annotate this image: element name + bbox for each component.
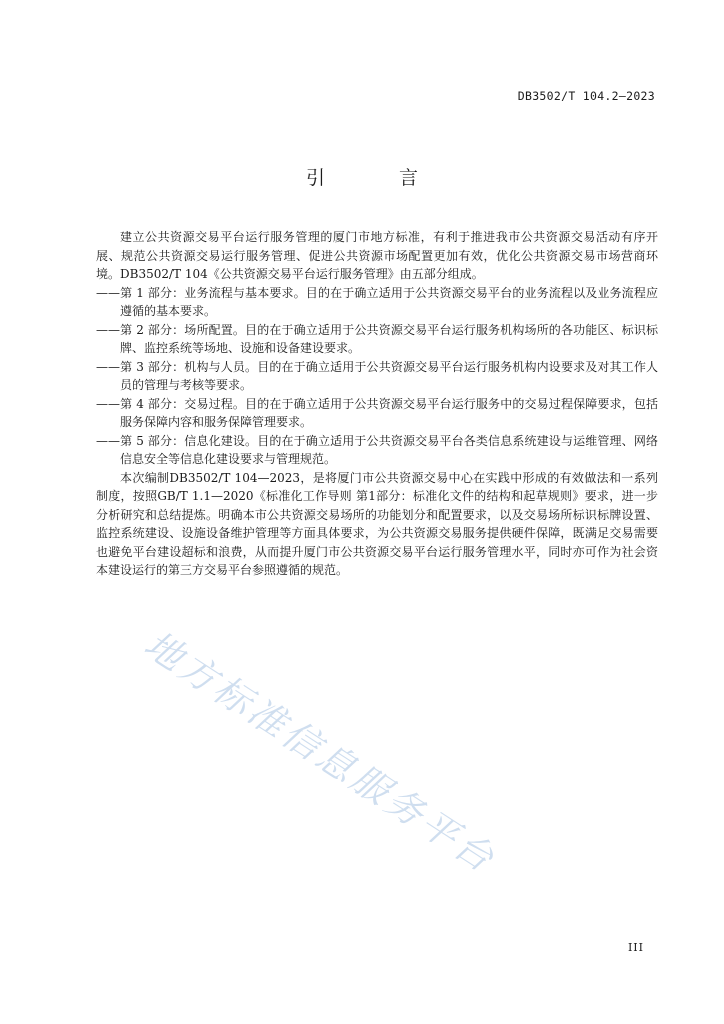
part-3-item: ——第 3 部分：机构与人员。目的在于确立适用于公共资源交易平台运行服务机构内设要求及对其工作人员的管理与考核等要求。 — [96, 359, 658, 392]
intro-paragraph: 建立公共资源交易平台运行服务管理的厦门市地方标准，有利于推进我市公共资源交易活动有序开展、规范公共资源交易运行服务管理、促进公共资源市场配置更加有效，优化公共资源交易市场营商环境。DB3502/T 104《公共资源交易平台运行服务管理》由五部分组成。 — [96, 230, 658, 281]
part-1-item: ——第 1 部分：业务流程与基本要求。目的在于确立适用于公共资源交易平台的业务流程以及业务流程应遵循的基本要求。 — [96, 285, 658, 318]
part-5-item: ——第 5 部分：信息化建设。目的在于确立适用于公共资源交易平台各类信息系统建设与运维管理、网络信息安全等信息化建设要求与管理规范。 — [96, 433, 658, 466]
part-2-item: ——第 2 部分：场所配置。目的在于确立适用于公共资源交易平台运行服务机构场所的各功能区、标识标牌、监控系统等场地、设施和设备建设要求。 — [96, 322, 658, 355]
part-4-item: ——第 4 部分：交易过程。目的在于确立适用于公共资源交易平台运行服务中的交易过程保障要求，包括服务保障内容和服务保障管理要求。 — [96, 396, 658, 429]
closing-paragraph: 本次编制DB3502/T 104—2023，是将厦门市公共资源交易中心在实践中形成的有效做法和一系列制度，按照GB/T 1.1—2020《标准化工作导则 第1部分：标准化文件的结构和起草规则》要求，进一步分析研究和总结提炼。明确本市公共资源交易场所的功能划分和配置要求，以及交易场所标识标牌设置、监控系统建设、设施设备维护管理等方面具体要求，为公共资源交易服务提供硬件保障，既满足交易需要也避免平台建设超标和浪费，从而提升厦门市公共资源交易平台运行服务管理水平，同时亦可作为社会资本建设运行的第三方交易平台参照遵循的规范。 — [96, 470, 658, 577]
introduction-body — [96, 228, 658, 580]
page-number: III — [627, 941, 644, 954]
watermark: 地方标准信息服务平台 — [136, 622, 504, 882]
page-title: 引 言 — [305, 167, 453, 189]
document-code: DB3502/T 104.2—2023 — [517, 89, 655, 103]
